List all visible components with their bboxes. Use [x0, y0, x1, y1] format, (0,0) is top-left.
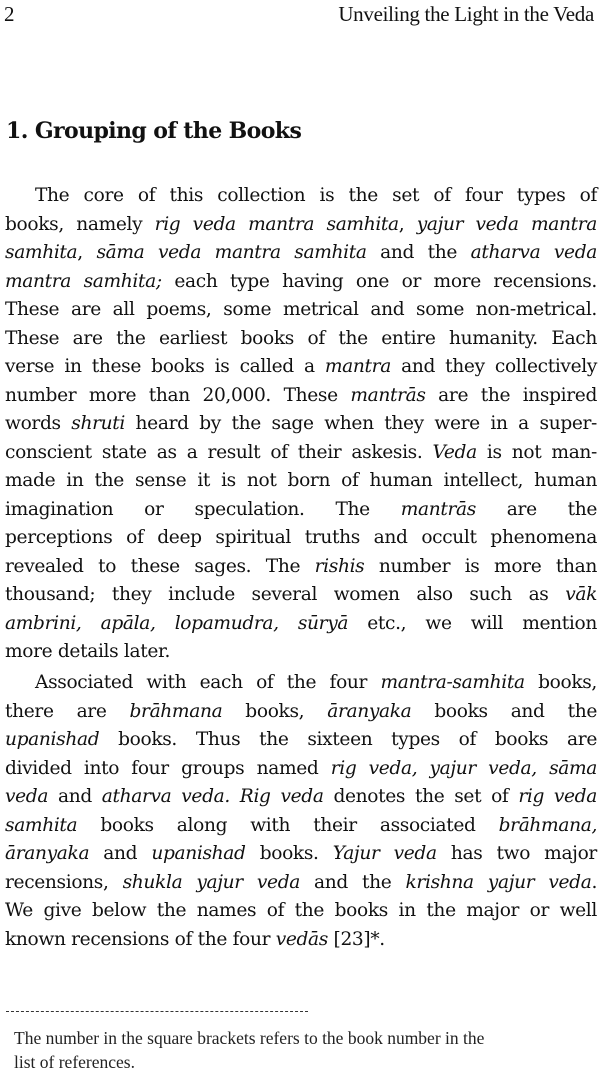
text-run: number is more than	[364, 555, 597, 577]
page-number: 2	[4, 2, 15, 26]
text-line	[5, 553, 597, 582]
italic-term: Veda	[432, 441, 477, 463]
text-line	[5, 353, 597, 382]
text-line	[5, 926, 597, 955]
text-run: books. Thus the sixteen types of books are	[99, 729, 597, 750]
text-run: Associated with each of the four	[35, 672, 381, 693]
italic-term: samhita	[5, 242, 78, 263]
italic-term: vāk	[565, 584, 597, 605]
italic-term: samhita	[5, 814, 78, 836]
italic-term: ambrini, apāla, lopamudra, sūryā	[5, 612, 349, 634]
footnote-line: list of references.	[14, 1052, 135, 1072]
text-run: each type having one or more recensions.	[161, 270, 597, 292]
italic-term: atharva veda. Rig veda	[101, 786, 324, 807]
italic-term: upanishad	[151, 843, 246, 864]
text-line	[5, 467, 597, 496]
italic-term: brāhmana,	[498, 814, 597, 836]
text-run: and the	[300, 871, 406, 893]
footnote-line: The number in the square brackets refers to the book number in the	[14, 1028, 485, 1048]
text-run: words	[5, 413, 72, 434]
text-line	[5, 239, 597, 268]
text-run: divided into four groups named	[5, 757, 331, 779]
italic-term: upanishad	[5, 729, 100, 750]
running-header	[0, 0, 596, 30]
text-run: number more than 20,000. These	[5, 384, 351, 406]
text-run: and they collectively	[390, 356, 597, 377]
italic-term: sāma veda mantra samhita	[96, 242, 367, 263]
text-run: heard by the sage when they were in a super-	[124, 413, 597, 434]
running-title: Unveiling the Light in the Veda	[338, 2, 594, 26]
text-run: denotes the set of	[323, 786, 519, 807]
text-line	[5, 496, 597, 525]
text-line	[5, 211, 597, 240]
text-run: is not man-	[476, 441, 597, 463]
text-run: made in the sense it is not born of human intellect, human	[5, 470, 597, 491]
text-line	[5, 783, 597, 812]
text-line	[5, 325, 597, 354]
text-line	[5, 524, 597, 553]
paragraph-2	[5, 669, 597, 954]
italic-term: rig veda, yajur veda, sāma	[330, 757, 598, 779]
paragraph-1	[5, 182, 597, 667]
text-run: etc., we will mention	[348, 612, 597, 634]
italic-term: yajur veda mantra	[416, 213, 597, 235]
italic-term: brāhmana	[129, 700, 223, 722]
text-line	[5, 410, 597, 439]
text-line	[5, 812, 597, 841]
text-run: books along with their associated	[77, 814, 499, 836]
text-line	[5, 897, 597, 926]
text-line	[5, 840, 597, 869]
italic-term: āranyaka	[5, 843, 90, 864]
italic-term: veda	[5, 786, 49, 807]
text-run: verse in these books is called a	[5, 356, 325, 377]
footnote-divider	[6, 1011, 308, 1012]
text-line	[5, 869, 597, 898]
text-run: books.	[245, 843, 333, 864]
text-run: perceptions of deep spiritual truths and occult phenomena	[5, 527, 597, 548]
text-line	[5, 610, 597, 639]
text-run: [23]*.	[327, 928, 385, 950]
text-run: has two major	[436, 843, 597, 864]
text-line	[5, 638, 597, 667]
text-run: and	[48, 786, 102, 807]
text-run: books,	[524, 672, 597, 693]
italic-term: shruti	[71, 413, 125, 434]
text-line	[5, 755, 597, 784]
text-run: These are the earliest books of the entire humanity. Each	[5, 327, 597, 349]
italic-term: atharva veda	[470, 242, 597, 263]
italic-term: mantrās	[350, 384, 426, 406]
text-line	[5, 669, 597, 698]
italic-term: rishis	[314, 555, 365, 577]
text-run: are the inspired	[425, 384, 597, 406]
text-run: The core of this collection is the set of four types of	[35, 185, 597, 206]
text-run: imagination or speculation. The	[5, 498, 401, 520]
italic-term: mantra	[324, 356, 391, 377]
text-run: ,	[398, 213, 417, 235]
italic-term: Yajur veda	[332, 843, 437, 864]
text-run: are the	[475, 498, 597, 520]
text-run: there are	[5, 700, 130, 722]
text-run: known recensions of the four	[5, 928, 276, 950]
footnote	[14, 1026, 484, 1074]
text-run: These are all poems, some metrical and some non-metrical.	[5, 299, 597, 320]
text-line	[5, 268, 597, 297]
text-run: We give below the names of the books in the major or well	[5, 900, 597, 921]
italic-term: rig veda mantra samhita	[154, 213, 399, 235]
text-line	[5, 182, 597, 211]
text-run: revealed to these sages. The	[5, 555, 315, 577]
italic-term: shukla yajur veda	[122, 871, 300, 893]
text-run: books, namely	[5, 213, 155, 235]
text-run: ,	[77, 242, 97, 263]
text-run: recensions,	[5, 871, 123, 893]
italic-term: rig veda	[518, 786, 597, 807]
text-line	[5, 296, 597, 325]
text-run: conscient state as a result of their askesis.	[5, 441, 433, 463]
text-run: and the	[366, 242, 471, 263]
text-run: .	[591, 871, 597, 893]
text-run: more details later.	[5, 641, 171, 662]
text-run: and	[89, 843, 152, 864]
italic-term: krishna yajur veda	[405, 871, 592, 893]
text-run: thousand; they include several women also such as	[5, 584, 566, 605]
italic-term: mantra samhita;	[5, 270, 162, 292]
italic-term: mantra-samhita	[380, 672, 525, 693]
text-line	[5, 581, 597, 610]
text-line	[5, 439, 597, 468]
italic-term: āranyaka	[327, 700, 412, 722]
italic-term: mantrās	[400, 498, 476, 520]
text-run: books,	[222, 700, 328, 722]
text-run: books and the	[411, 700, 597, 722]
italic-term: vedās	[275, 928, 328, 950]
section-heading: 1. Grouping of the Books	[6, 118, 302, 144]
text-line	[5, 698, 597, 727]
text-line	[5, 726, 597, 755]
text-line	[5, 382, 597, 411]
